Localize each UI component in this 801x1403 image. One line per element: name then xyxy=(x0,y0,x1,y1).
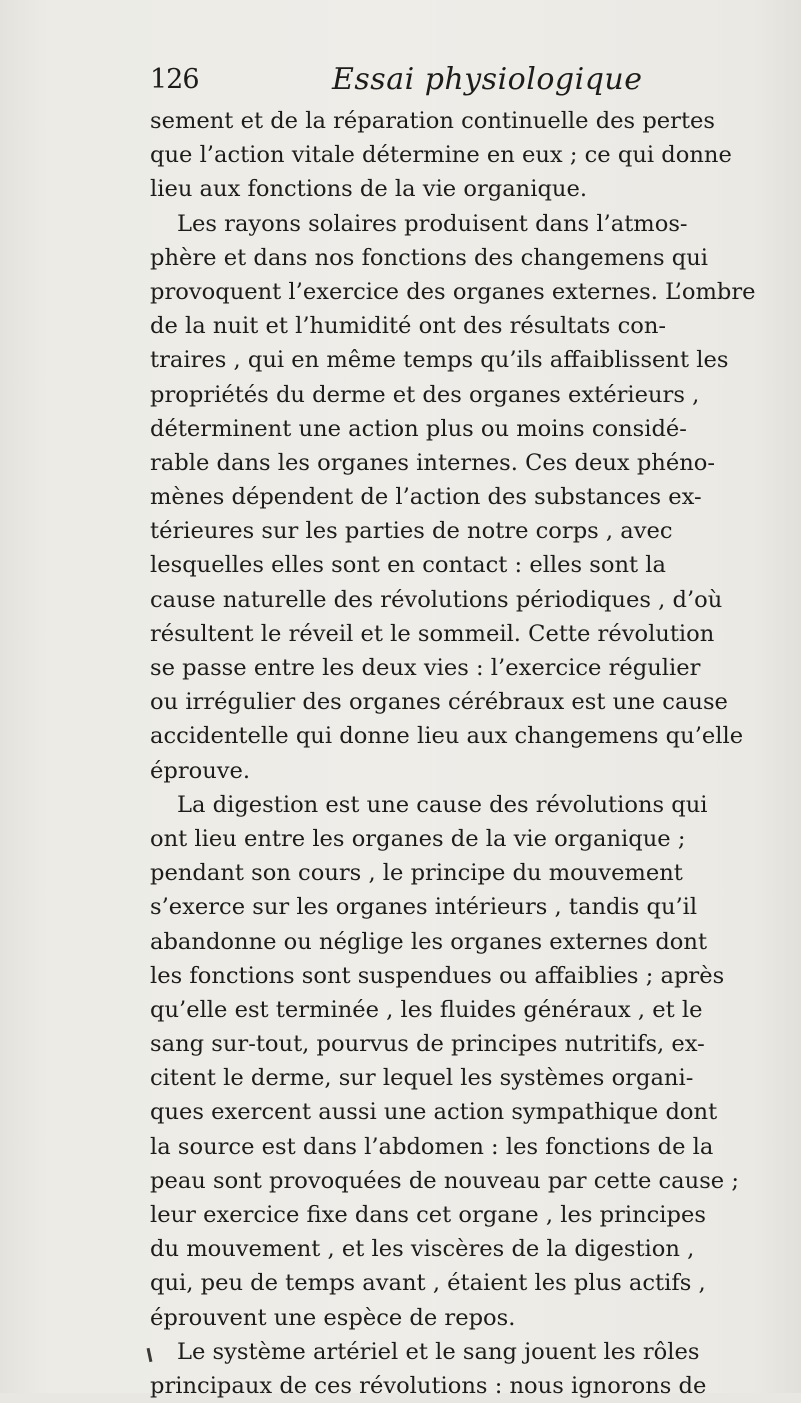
text-line: la source est dans l’abdomen : les fonctions de la xyxy=(150,1133,714,1160)
text-line: rable dans les organes internes. Ces deux phéno- xyxy=(150,449,716,476)
text-line: phère et dans nos fonctions des changemens qui xyxy=(150,244,709,271)
text-line: qu’elle est terminée , les fluides généraux , et le xyxy=(150,996,703,1023)
text-line: que l’action vitale détermine en eux ; ce qui donne xyxy=(150,142,732,169)
text-line: peau sont provoquées de nouveau par cette cause ; xyxy=(150,1167,739,1194)
text-line: résultent le réveil et le sommeil. Cette révolution xyxy=(150,620,715,647)
body-text xyxy=(150,104,756,1403)
text-line: éprouve. xyxy=(150,757,251,784)
text-line: provoquent l’exercice des organes externes. L’ombre xyxy=(150,278,756,305)
text-line: térieures sur les parties de notre corps , avec xyxy=(150,518,673,545)
text-line: Les rayons solaires produisent dans l’atmos- xyxy=(177,210,688,237)
text-line: principaux de ces révolutions : nous ignorons de xyxy=(150,1372,707,1399)
text-line: sang sur-tout, pourvus de principes nutritifs, ex- xyxy=(150,1031,705,1058)
text-line: déterminent une action plus ou moins considé- xyxy=(150,415,687,442)
text-line: du mouvement , et les viscères de la digestion , xyxy=(150,1236,695,1263)
page-header xyxy=(150,64,650,104)
running-title: Essai physiologique xyxy=(332,62,643,97)
text-line: pendant son cours , le principe du mouvement xyxy=(150,860,683,887)
text-line: de la nuit et l’humidité ont des résultats con- xyxy=(150,313,667,340)
text-line: ques exercent aussi une action sympathique dont xyxy=(150,1099,718,1126)
text-line: propriétés du derme et des organes extérieurs , xyxy=(150,381,700,408)
text-line: se passe entre les deux vies : l’exercice régulier xyxy=(150,655,701,681)
text-line: ont lieu entre les organes de la vie organique ; xyxy=(150,825,686,852)
text-line: traires , qui en même temps qu’ils affaiblissent les xyxy=(150,347,729,374)
text-line: accidentelle qui donne lieu aux changemens qu’elle xyxy=(150,723,744,750)
text-line: éprouvent une espèce de repos. xyxy=(150,1304,516,1331)
text-line: citent le derme, sur lequel les systèmes organi- xyxy=(150,1065,694,1092)
page-number: 126 xyxy=(150,64,199,95)
text-line: les fonctions sont suspendues ou affaiblies ; après xyxy=(150,962,725,989)
text-line: qui, peu de temps avant , étaient les plus actifs , xyxy=(150,1270,706,1297)
text-line: La digestion est une cause des révolutions qui xyxy=(177,791,708,818)
text-line: Le système artériel et le sang jouent les rôles xyxy=(177,1338,700,1365)
text-line: s’exerce sur les organes intérieurs , tandis qu’il xyxy=(150,894,698,921)
text-line: abandonne ou néglige les organes externes dont xyxy=(150,928,708,955)
text-line: ou irrégulier des organes cérébraux est une cause xyxy=(150,689,728,716)
text-line: leur exercice fixe dans cet organe , les principes xyxy=(150,1202,706,1228)
text-line: lesquelles elles sont en contact : elles sont la xyxy=(150,552,667,579)
text-line: mènes dépendent de l’action des substances ex- xyxy=(150,484,702,511)
text-line: lieu aux fonctions de la vie organique. xyxy=(150,176,588,203)
text-line: cause naturelle des révolutions périodiques , d’où xyxy=(150,586,723,613)
text-line: sement et de la réparation continuelle des pertes xyxy=(150,108,715,134)
